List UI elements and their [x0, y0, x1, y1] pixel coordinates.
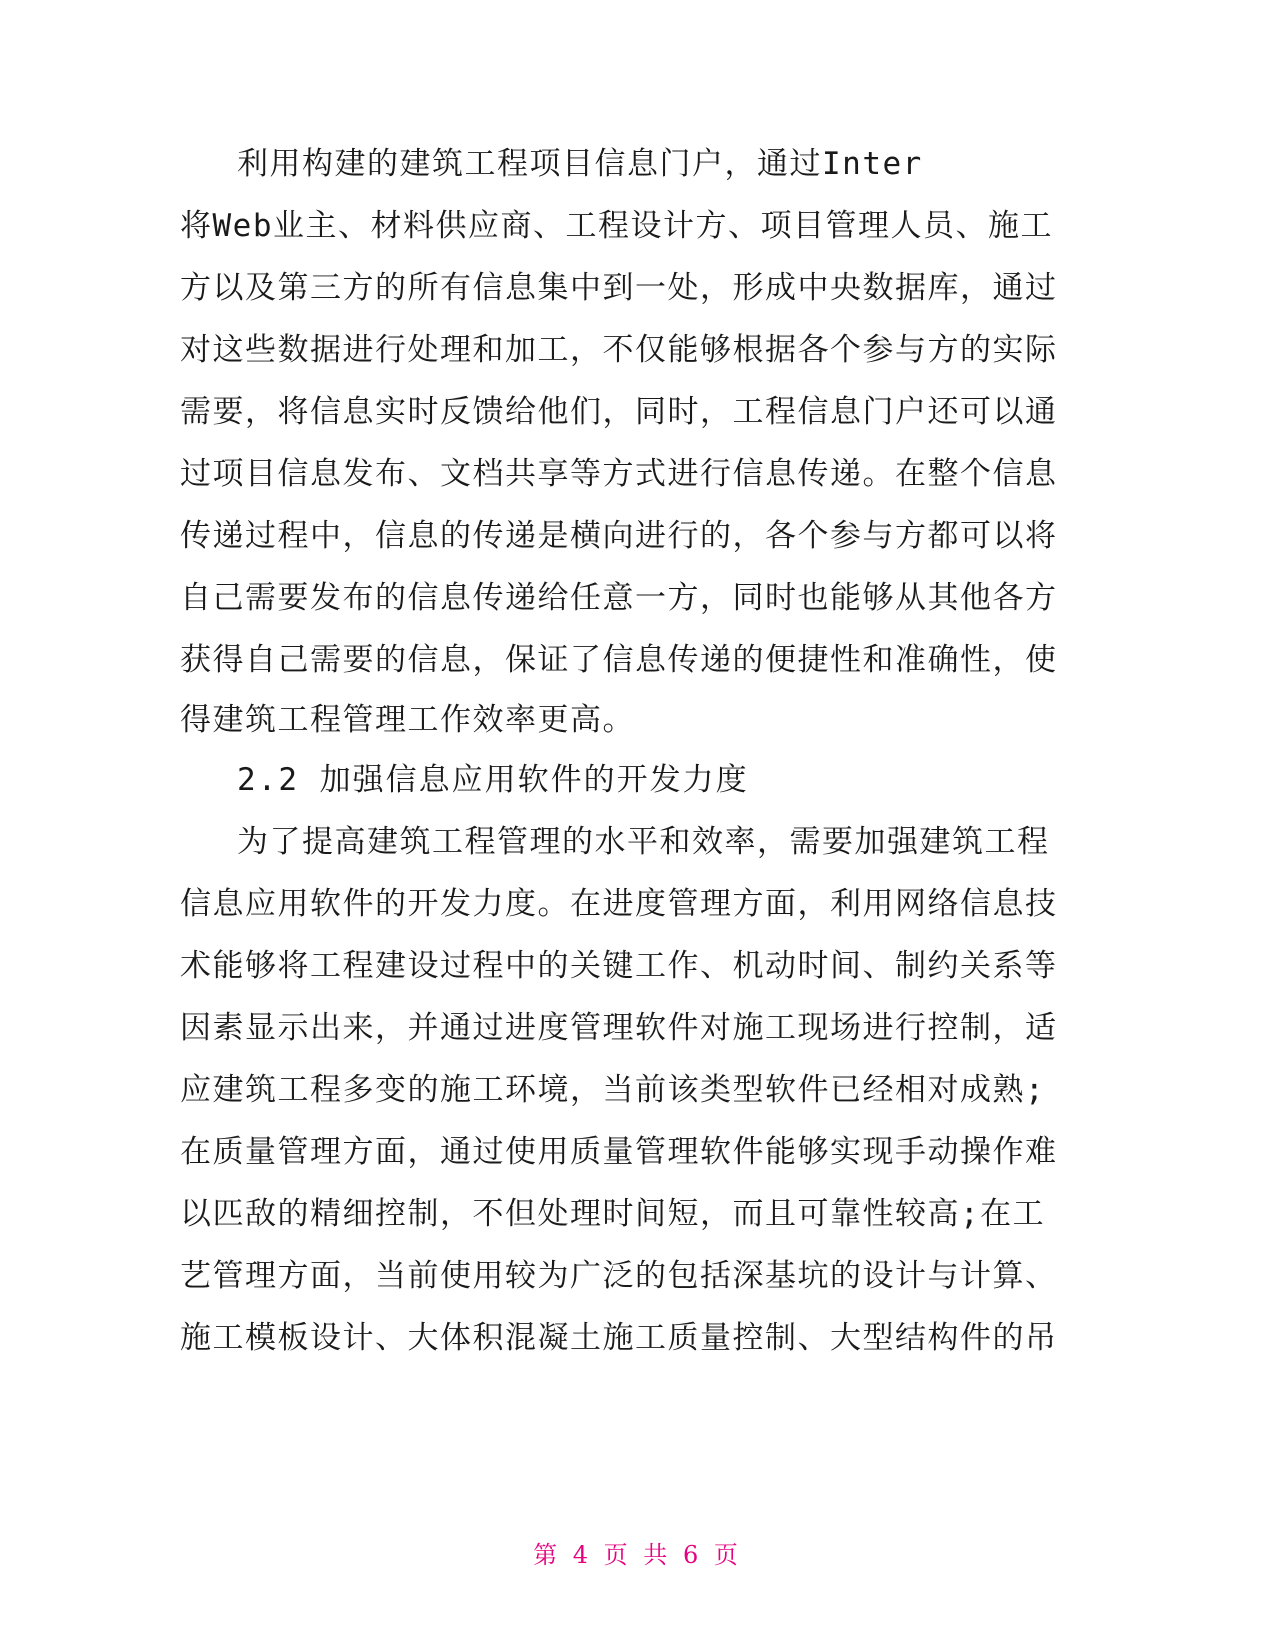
- paragraph-1-line-3: 方以及第三方的所有信息集中到一处，形成中央数据库，通过: [180, 270, 1058, 306]
- paragraph-1-line-7: 传递过程中，信息的传递是横向进行的，各个参与方都可以将: [180, 518, 1058, 554]
- paragraph-2-line-4: 因素显示出来，并通过进度管理软件对施工现场进行控制，适: [180, 1010, 1058, 1046]
- page-number-footer: 第 4 页 共 6 页: [533, 1541, 742, 1569]
- paragraph-1-line-4: 对这些数据进行处理和加工，不仅能够根据各个参与方的实际: [180, 332, 1058, 368]
- paragraph-1-line-5: 需要，将信息实时反馈给他们，同时，工程信息门户还可以通: [180, 394, 1058, 430]
- paragraph-1-line-9: 获得自己需要的信息，保证了信息传递的便捷性和准确性，使: [180, 642, 1058, 678]
- paragraph-2-line-5: 应建筑工程多变的施工环境，当前该类型软件已经相对成熟;: [180, 1072, 1046, 1108]
- paragraph-1-line-10: 得建筑工程管理工作效率更高。: [180, 702, 635, 738]
- paragraph-1-line-2: 将Web业主、材料供应商、工程设计方、项目管理人员、施工: [180, 208, 1053, 244]
- section-heading: 2.2 加强信息应用软件的开发力度: [237, 762, 749, 798]
- paragraph-1-line-8: 自己需要发布的信息传递给任意一方，同时也能够从其他各方: [180, 580, 1058, 616]
- paragraph-1-line-6: 过项目信息发布、文档共享等方式进行信息传递。在整个信息: [180, 456, 1058, 492]
- paragraph-2-line-1: 为了提高建筑工程管理的水平和效率，需要加强建筑工程: [237, 824, 1050, 860]
- paragraph-2-line-9: 施工模板设计、大体积混凝土施工质量控制、大型结构件的吊: [180, 1320, 1058, 1356]
- paragraph-2-line-6: 在质量管理方面，通过使用质量管理软件能够实现手动操作难: [180, 1134, 1058, 1170]
- paragraph-2-line-2: 信息应用软件的开发力度。在进度管理方面，利用网络信息技: [180, 886, 1058, 922]
- paragraph-2-line-8: 艺管理方面，当前使用较为广泛的包括深基坑的设计与计算、: [180, 1258, 1058, 1294]
- paragraph-2-line-3: 术能够将工程建设过程中的关键工作、机动时间、制约关系等: [180, 948, 1058, 984]
- paragraph-1-line-1: 利用构建的建筑工程项目信息门户，通过Inter: [237, 146, 923, 182]
- paragraph-2-line-7: 以匹敌的精细控制，不但处理时间短，而且可靠性较高;在工: [180, 1196, 1046, 1232]
